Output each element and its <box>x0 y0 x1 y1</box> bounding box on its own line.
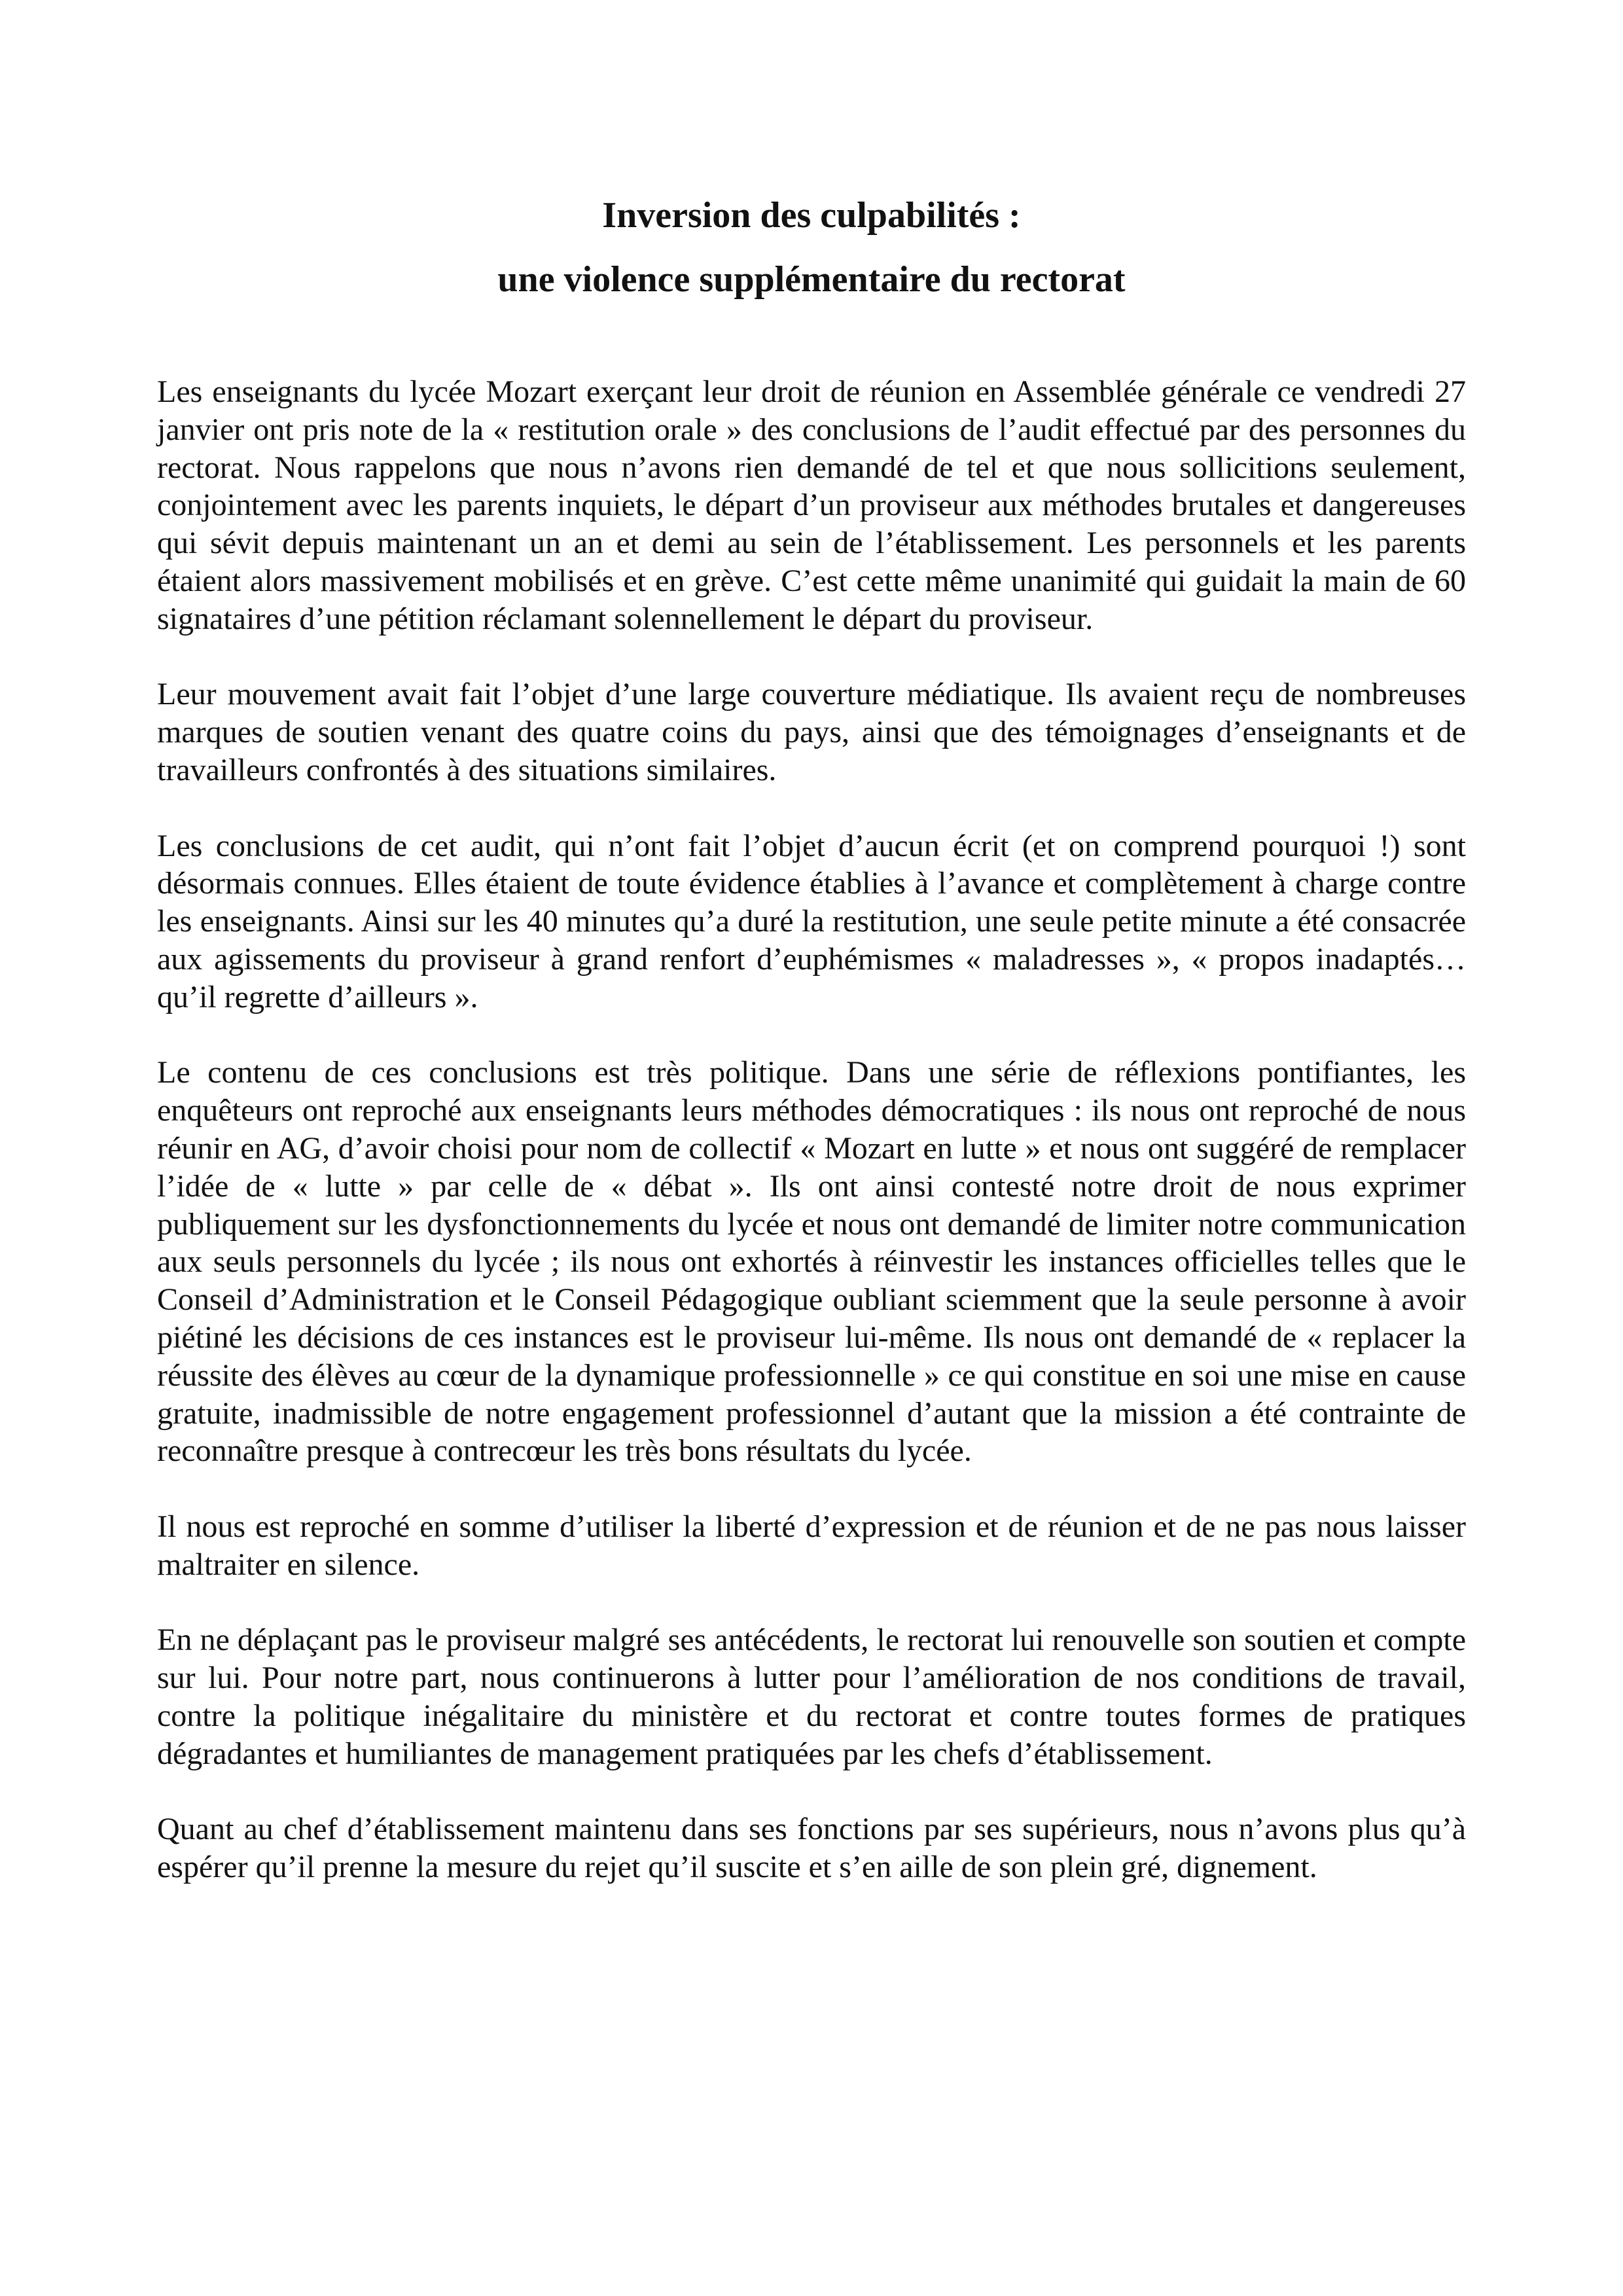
paragraph-7: Quant au chef d’établissement maintenu dans ses fonctions par ses supérieurs, nous n’avons plus qu’à espérer qu’il prenne la mesure du rejet qu’il suscite et s’en aille de son plein gré, dignement. <box>157 1812 1466 1885</box>
paragraph-1: Les enseignants du lycée Mozart exerçant leur droit de réunion en Assemblée générale ce vendredi 27 janvier ont pris note de la « restitution orale » des conclusions de l’audit effectué par des personnes du rectorat. Nous rappelons que nous n’avons rien demandé de tel et que nous sollicitions seulement, conjointement avec les parents inquiets, le départ d’un proviseur aux méthodes brutales et dangereuses qui sévit depuis maintenant un an et demi au sein de l’établissement. Les personnels et les parents étaient alors massivement mobilisés et en grève. C’est cette même unanimité qui guidait la main de 60 signataires d’une pétition réclamant solennellement le départ du proviseur. <box>157 374 1466 636</box>
paragraph-5: Il nous est reproché en somme d’utiliser la liberté d’expression et de réunion et de ne pas nous laisser maltraiter en silence. <box>157 1509 1466 1582</box>
document-body <box>157 373 1466 1924</box>
title-line-2: une violence supplémentaire du rectorat <box>497 259 1126 300</box>
title-line-1: Inversion des culpabilités : <box>602 195 1021 236</box>
paragraph-3: Les conclusions de cet audit, qui n’ont fait l’objet d’aucun écrit (et on comprend pourquoi !) sont désormais connues. Elles étaient de toute évidence établies à l’avance et complètement à charge contre les enseignants. Ainsi sur les 40 minutes qu’a duré la restitution, une seule petite minute a été consacrée aux agissements du proviseur à grand renfort d’euphémismes « maladresses », « propos inadaptés… qu’il regrette d’ailleurs ». <box>157 828 1466 1014</box>
paragraph-4: Le contenu de ces conclusions est très politique. Dans une série de réflexions pontifiantes, les enquêteurs ont reproché aux enseignants leurs méthodes démocratiques : ils nous ont reproché de nous réunir en AG, d’avoir choisi pour nom de collectif « Mozart en lutte » et nous ont suggéré de remplacer l’idée de « lutte » par celle de « débat ». Ils ont ainsi contesté notre droit de nous exprimer publiquement sur les dysfonctionnements du lycée et nous ont demandé de limiter notre communication aux seuls personnels du lycée ; ils nous ont exhortés à réinvestir les instances officielles telles que le Conseil d’Administration et le Conseil Pédagogique oubliant sciemment que la seule personne à avoir piétiné les décisions de ces instances est le proviseur lui-même. Ils nous ont demandé de « replacer la réussite des élèves au cœur de la dynamique professionnelle » ce qui constitue en soi une mise en cause gratuite, inadmissible de notre engagement professionnel d’autant que la mission a été contrainte de reconnaître presque à contrecœur les très bons résultats du lycée. <box>157 1055 1466 1469</box>
paragraph-6: En ne déplaçant pas le proviseur malgré ses antécédents, le rectorat lui renouvelle son soutien et compte sur lui. Pour notre part, nous continuerons à lutter pour l’amélioration de nos conditions de travail, contre la politique inégalitaire du ministère et du rectorat et contre toutes formes de pratiques dégradantes et humiliantes de management pratiquées par les chefs d’établissement. <box>157 1623 1466 1771</box>
paragraph-2: Leur mouvement avait fait l’objet d’une large couverture médiatique. Ils avaient reçu de nombreuses marques de soutien venant des quatre coins du pays, ainsi que des témoignages d’enseignants et de travailleurs confrontés à des situations similaires. <box>157 677 1466 787</box>
document-title <box>157 183 1466 312</box>
